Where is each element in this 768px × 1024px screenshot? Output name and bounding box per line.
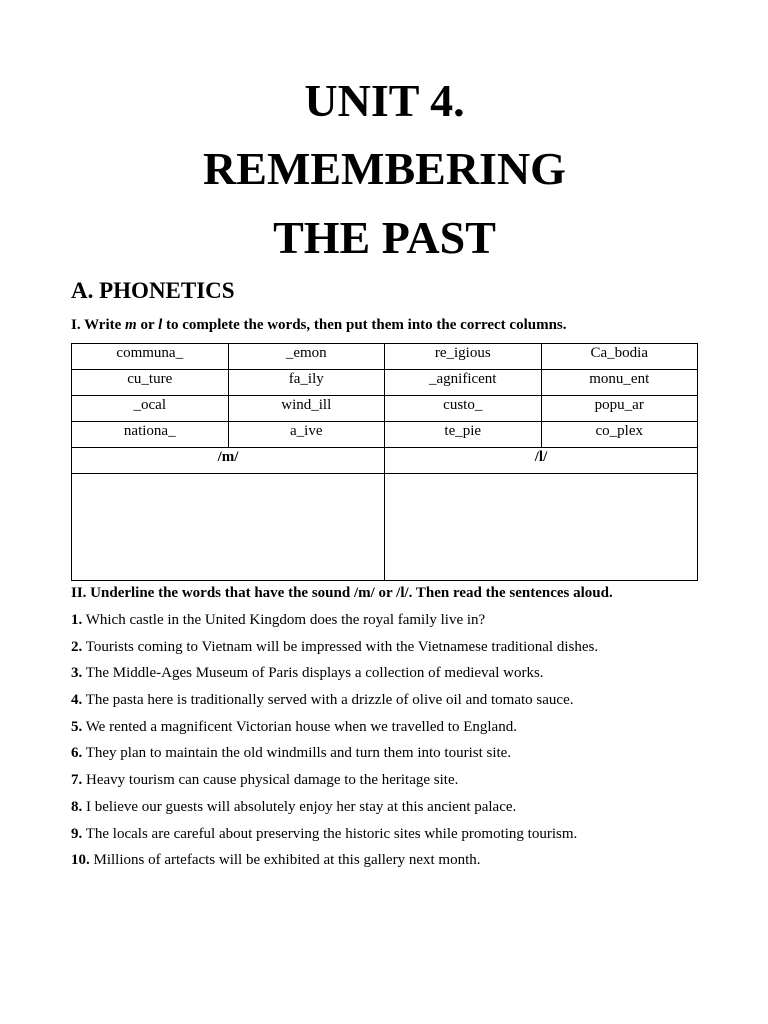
table-header-row [72,448,698,474]
sentence-number: 10. [71,852,90,869]
list-item [71,690,598,717]
list-item [71,717,598,744]
word-cell: _emon [228,344,385,370]
list-item [71,850,598,877]
table-row [72,344,698,370]
sentence-text: The pasta here is traditionally served with a drizzle of olive oil and tomato sauce. [82,692,574,709]
sentence-number: 2. [71,638,83,655]
sentence-number: 6. [71,745,83,762]
list-item [71,743,598,770]
word-cell: a_ive [228,422,385,448]
list-item [71,770,598,797]
sentence-text: The Middle-Ages Museum of Paris displays a collection of medieval works. [82,665,544,682]
sentence-text: Millions of artefacts will be exhibited at this gallery next month. [89,852,481,869]
word-cell: custo_ [385,396,542,422]
list-item [71,610,598,637]
table-row [72,370,698,396]
sentence-text: Tourists coming to Vietnam will be impressed with the Vietnamese traditional dishes. [82,638,599,655]
list-item [71,663,598,690]
sentence-text: I believe our guests will absolutely enjoy her stay at this ancient palace. [82,798,517,815]
answer-row [72,474,698,581]
list-item [71,797,598,824]
word-cell: wind_ill [228,396,385,422]
answer-cell-m[interactable] [72,474,385,581]
answer-cell-l[interactable] [385,474,698,581]
sentence-text: The locals are careful about preserving the historic sites while promoting tourism. [82,825,578,842]
list-item [71,637,598,664]
word-cell: Ca_bodia [541,344,698,370]
word-cell: te_pie [385,422,542,448]
sentence-text: Which castle in the United Kingdom does the royal family live in? [82,612,486,628]
sentence-number: 3. [71,665,83,682]
sentence-number: 9. [71,825,83,842]
sentence-number: 7. [71,772,83,789]
table-row [72,422,698,448]
instruction-suffix: to complete the words, then put them into the correct columns. [162,317,567,333]
sentence-text: We rented a magnificent Victorian house when we travelled to England. [82,718,517,735]
sentence-number: 4. [71,692,83,709]
word-cell: _ocal [72,396,229,422]
word-cell: nationa_ [72,422,229,448]
exercise-1-instruction [71,317,567,334]
unit-title-line2: REMEMBERING [203,143,566,194]
word-cell: monu_ent [541,370,698,396]
letter-m: m [125,317,137,333]
table-row [72,396,698,422]
word-cell: re_igious [385,344,542,370]
word-cell: co_plex [541,422,698,448]
list-item [71,824,598,851]
unit-title-line3: THE PAST [273,212,496,263]
instruction-or: or [136,317,159,333]
exercise-2-instruction: II. Underline the words that have the sound /m/ or /l/. Then read the sentences aloud. [71,585,613,601]
word-cell: communa_ [72,344,229,370]
section-heading-phonetics: A. PHONETICS [71,278,235,303]
sentence-text: They plan to maintain the old windmills and turn them into tourist site. [82,745,512,762]
word-cell: fa_ily [228,370,385,396]
word-cell: popu_ar [541,396,698,422]
sentence-number: 5. [71,718,83,735]
sentence-text: Heavy tourism can cause physical damage to the heritage site. [82,772,459,789]
word-cell: cu_ture [72,370,229,396]
letter-l: l [158,317,163,333]
word-cell: _agnificent [385,370,542,396]
column-header-l: /l/ [385,448,698,474]
word-table [71,343,698,581]
column-header-m: /m/ [72,448,385,474]
unit-title: UNIT 4. [304,75,465,126]
sentence-list [71,610,598,877]
sentence-number: 8. [71,798,83,815]
instruction-prefix: I. Write [71,317,126,333]
sentence-number: 1. [71,612,83,628]
